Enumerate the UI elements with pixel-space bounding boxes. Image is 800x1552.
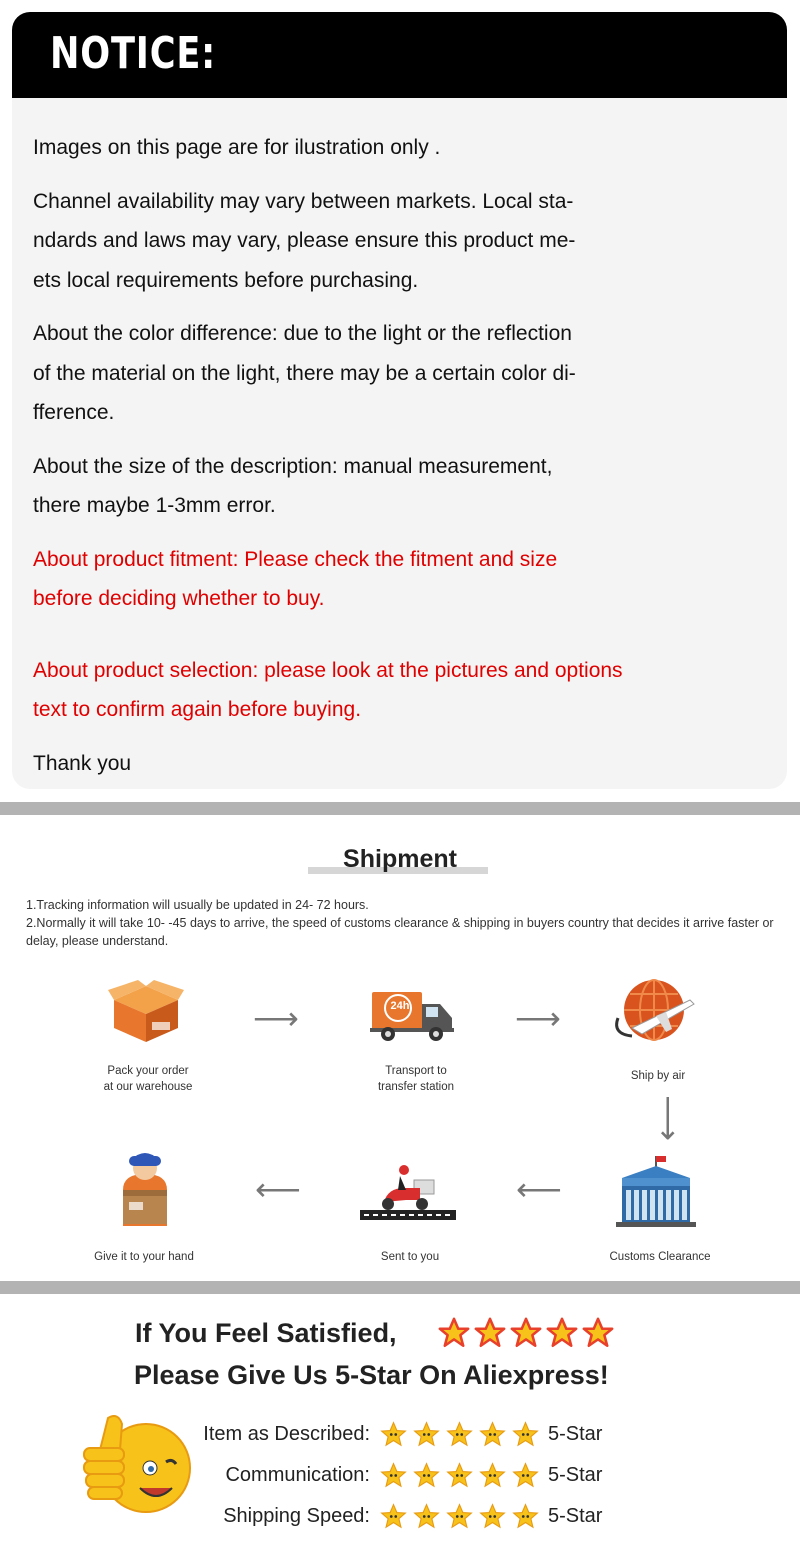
step-transport-label: Transport to transfer station [377,1065,455,1093]
delivery-person-icon [115,1150,175,1228]
arrow-down-icon: ⟶ [650,1095,687,1141]
truck-badge: 24h [390,1000,410,1012]
rating-row-value: 5-Star [548,1423,603,1445]
shipment-info-delivery: 2.Normally it will take 10- -45 days to arrive, the speed of customs clearance & shipping in buyers country that decides it arrive faster or delay, please understand. [26,916,774,948]
rating-row-value: 5-Star [548,1505,603,1527]
arrow-left-icon: ⟵ [255,1171,301,1207]
section-divider [0,802,800,815]
rating-row-label: Item as Described: [203,1423,370,1445]
star-icon [446,1462,473,1489]
arrow-right-icon: ⟶ [253,1000,299,1036]
package-box-icon [108,978,184,1044]
star-outline-icon [473,1316,507,1350]
notice-title: NOTICE: [50,28,217,79]
big-stars-row [437,1316,615,1350]
star-icon [413,1462,440,1489]
star-icon [413,1421,440,1448]
star-icon [446,1503,473,1530]
shipment-info-tracking: 1.Tracking information will usually be updated in 24- 72 hours. [26,898,369,912]
rating-headline-2: Please Give Us 5-Star On Aliexpress! [134,1360,609,1390]
star-outline-icon [545,1316,579,1350]
arrow-right-icon: ⟶ [515,1000,561,1036]
star-icon [512,1462,539,1489]
notice-fitment-warning: About product fitment: Please check the fitment and size before deciding whether to buy. [33,547,558,610]
notice-body [33,128,773,797]
delivery-truck-icon [370,986,454,1046]
star-icon [512,1421,539,1448]
step-sent-label: Sent to you [380,1251,440,1263]
star-outline-icon [509,1316,543,1350]
star-icon [380,1462,407,1489]
customs-building-icon [614,1156,698,1228]
shipment-title: Shipment [343,845,457,873]
shipment-info [26,896,776,950]
star-icon [479,1503,506,1530]
star-icon [479,1462,506,1489]
notice-closing: Thank you [33,751,132,775]
star-icon [479,1421,506,1448]
star-icon [380,1421,407,1448]
globe-plane-icon [612,978,698,1044]
rating-row-label: Shipping Speed: [223,1505,370,1527]
rating-row-stars [380,1462,539,1489]
rating-row-label: Communication: [225,1464,370,1486]
step-pack-label: Pack your order at our warehouse [103,1065,193,1093]
notice-paragraph: About the color difference: due to the light or the reflection of the material on the light, there may be a certain color di- fference. [33,322,576,424]
rating-row-value: 5-Star [548,1464,603,1486]
star-icon [446,1421,473,1448]
star-outline-icon [581,1316,615,1350]
rating-row-stars [380,1503,539,1530]
scooter-delivery-icon [360,1160,456,1224]
star-icon [413,1503,440,1530]
notice-selection-warning: About product selection: please look at the pictures and options text to confirm again before buying. [33,658,623,721]
star-outline-icon [437,1316,471,1350]
rating-headline-1: If You Feel Satisfied, [135,1318,397,1348]
step-customs-label: Customs Clearance [609,1251,711,1263]
arrow-left-icon: ⟵ [516,1171,562,1207]
step-air-label: Ship by air [630,1070,686,1082]
notice-header [12,12,787,98]
section-divider [0,1281,800,1294]
step-hand-label: Give it to your hand [94,1251,194,1263]
notice-paragraph: About the size of the description: manual measurement, there maybe 1-3mm error. [33,454,553,517]
notice-paragraph: Images on this page are for ilustration only . [33,136,441,159]
notice-paragraph: Channel availability may vary between markets. Local sta- ndards and laws may vary, please ensure this product me- ets local requirements before purchasing. [33,189,576,292]
star-icon [380,1503,407,1530]
star-icon [512,1503,539,1530]
rating-row-stars [380,1421,539,1448]
